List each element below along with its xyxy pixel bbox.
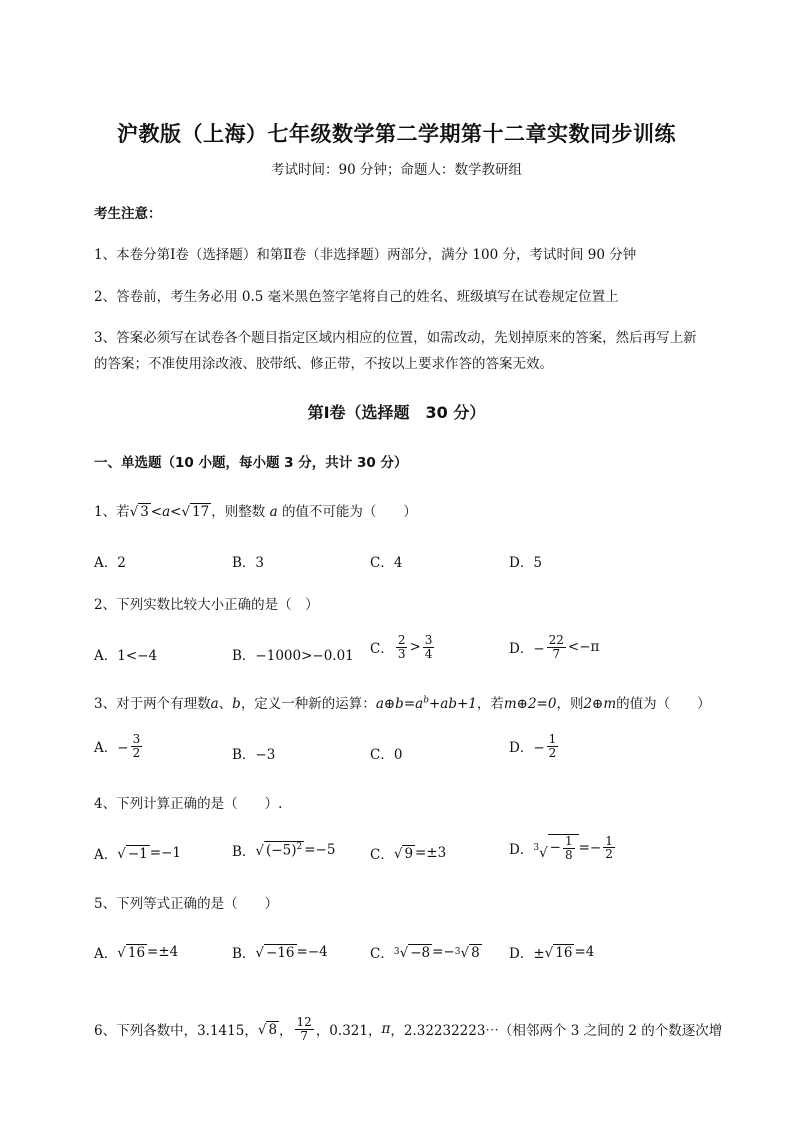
- q1-option-b: B．3: [232, 555, 265, 571]
- q5-option-a: A． √ 16 =±4: [94, 944, 179, 962]
- q2-option-a: A．1<−4: [94, 648, 158, 664]
- q2-option-d: D．− $\frac{22}{7}$ <−π: [509, 633, 600, 661]
- question-2: 2、下列实数比较大小正确的是（ ）: [94, 597, 319, 613]
- question-4: 4、下列计算正确的是（ ）.: [94, 796, 283, 812]
- q2-option-c: C． $\frac{2}{3}$ > $\frac{3}{4}$: [370, 633, 433, 661]
- q4-option-b: B． √ $(-5)^2$ =−5: [232, 842, 336, 860]
- q4-option-c: C． √ 9 =±3: [370, 845, 447, 863]
- q1-option-a: A．2: [94, 555, 126, 571]
- q4-option-a: A． √ −1 =−1: [94, 845, 181, 863]
- page-title: 沪教版（上海）七年级数学第二学期第十二章实数同步训练: [117, 122, 676, 146]
- question-6: 6、下列各数中，3.1415， √ 8 ， $\frac{12}{7}$ ，0.321， π ，2.32232223⋯（相邻两个 3 之间的 2 的个数逐次增: [94, 1015, 723, 1043]
- question-5: 5、下列等式正确的是（ ）: [94, 896, 279, 912]
- notice-item-3-cont: 的答案；不准使用涂改液、胶带纸、修正带，不按以上要求作答的答案无效。: [94, 356, 553, 372]
- notice-heading: 考生注意：: [94, 206, 162, 222]
- question-3: 3、对于两个有理数a、b，定义一种新的运算：$a\oplus b=a^b+ab+1$，若m⊕2=0，则2⊕m的值为（ ）: [94, 695, 711, 712]
- q3-option-a: A．− $\frac{3}{2}$: [94, 732, 141, 760]
- q3-option-b: B．−3: [232, 747, 276, 763]
- q3-option-c: C．0: [370, 747, 403, 763]
- notice-item-1: 1、本卷分第Ⅰ卷（选择题）和第Ⅱ卷（非选择题）两部分，满分 100 分，考试时间 90 分钟: [94, 247, 637, 263]
- q5-option-c: C． 3 √ −8 =− 3 √ 8: [370, 944, 480, 962]
- q2-option-b: B．−1000>−0.01: [232, 648, 354, 664]
- question-1: 1、若√ 3 <a<√ 17 ，则整数 a 的值不可能为（ ）: [94, 504, 417, 520]
- q4-option-d: D． 3 √ − $\frac{1}{8}$ =− $\frac{1}{2}$: [509, 833, 613, 862]
- notice-item-3: 3、答案必须写在试卷各个题目指定区域内相应的位置，如需改动，先划掉原来的答案，然后再写上新: [94, 330, 697, 346]
- q1-option-c: C．4: [370, 555, 403, 571]
- part-heading: 一、单选题（10 小题，每小题 3 分，共计 30 分）: [94, 455, 408, 471]
- notice-item-2: 2、答卷前，考生务必用 0.5 毫米黑色签字笔将自己的姓名、班级填写在试卷规定位置上: [94, 289, 619, 305]
- exam-info: 考试时间：90 分钟；命题人：数学教研组: [271, 162, 522, 178]
- q5-option-b: B． √ −16 =−4: [232, 944, 328, 962]
- q1-option-d: D．5: [509, 555, 542, 571]
- q3-option-d: D．− $\frac{1}{2}$: [509, 732, 557, 760]
- q5-option-d: D．± √ 16 =4: [509, 944, 595, 962]
- section-title: 第Ⅰ卷（选择题 30 分）: [307, 403, 486, 422]
